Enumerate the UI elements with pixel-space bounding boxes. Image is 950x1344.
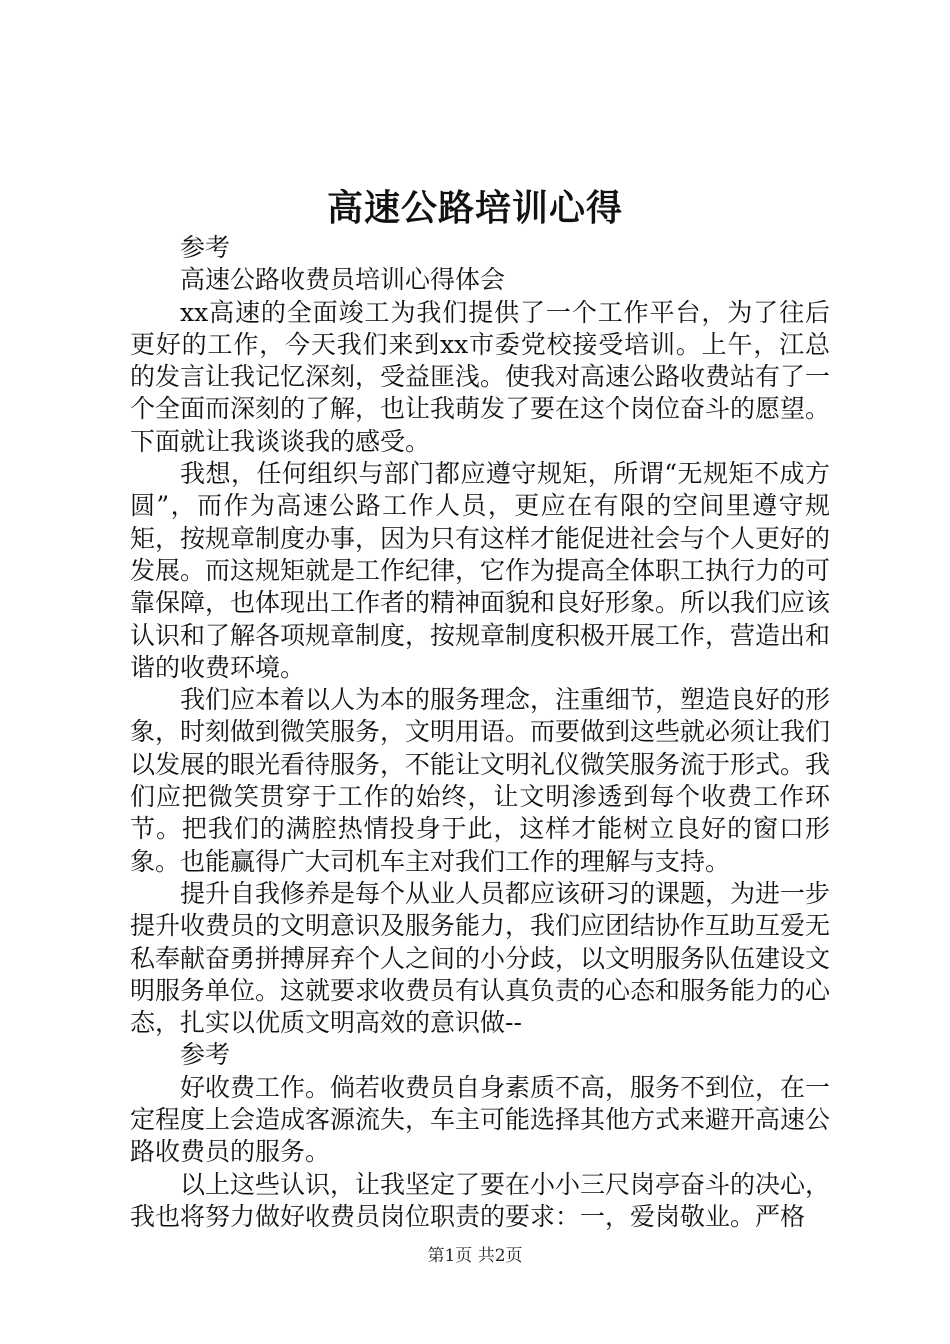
body-paragraph: 我想，任何组织与部门都应遵守规矩，所谓“无规矩不成方圆”，而作为高速公路工作人员，更应在有限的空间里遵守规矩，按规章制度办事，因为只有这样才能促进社会与个人更好的发展。而这规矩就是工作纪律，它作为提高全体职工执行力的可靠保障，也体现出工作者的精神面貌和良好形象。所以我们应该认识和了解各项规章制度，按规章制度积极开展工作，营造出和谐的收费环境。 [130,459,831,682]
reference-label: 参考 [180,1040,231,1070]
page-footer: 第1页 共2页 [427,1246,523,1266]
body-paragraph: 以上这些认识，让我坚定了要在小小三尺岗亭奋斗的决心，我也将努力做好收费员岗位职责的要求：一，爱岗敬业。严格 [130,1169,831,1231]
document-title: 高速公路培训心得 [326,187,623,229]
reference-label: 参考 [180,233,231,262]
body-paragraph: 提升自我修养是每个从业人员都应该研习的课题，为进一步提升收费员的文明意识及服务能力，我们应团结协作互助互爱无私奉献奋勇拼搏屏弃个人之间的小分歧，以文明服务队伍建设文明服务单位。这就要求收费员有认真负责的心态和服务能力的心态，扎实以优质文明高效的意识做-- [130,878,831,1038]
body-paragraph: 好收费工作。倘若收费员自身素质不高，服务不到位，在一定程度上会造成客源流失，车主可能选择其他方式来避开高速公路收费员的服务。 [130,1072,831,1167]
body-paragraph: xx高速的全面竣工为我们提供了一个工作平台，为了往后更好的工作，今天我们来到xx市委党校接受培训。上午，江总的发言让我记忆深刻，受益匪浅。使我对高速公路收费站有了一个全面而深刻的了解，也让我萌发了要在这个岗位奋斗的愿望。下面就让我谈谈我的感受。 [130,297,831,456]
body-paragraph: 我们应本着以人为本的服务理念，注重细节，塑造良好的形象，时刻做到微笑服务，文明用语。而要做到这些就必须让我们以发展的眼光看待服务，不能让文明礼仪微笑服务流于形式。我们应把微笑贯穿于工作的始终，让文明渗透到每个收费工作环节。把我们的满腔热情投身于此，这样才能树立良好的窗口形象。也能赢得广大司机车主对我们工作的理解与支持。 [130,685,831,876]
document-body [130,232,830,1233]
subtitle: 高速公路收费员培训心得体会 [180,265,506,295]
